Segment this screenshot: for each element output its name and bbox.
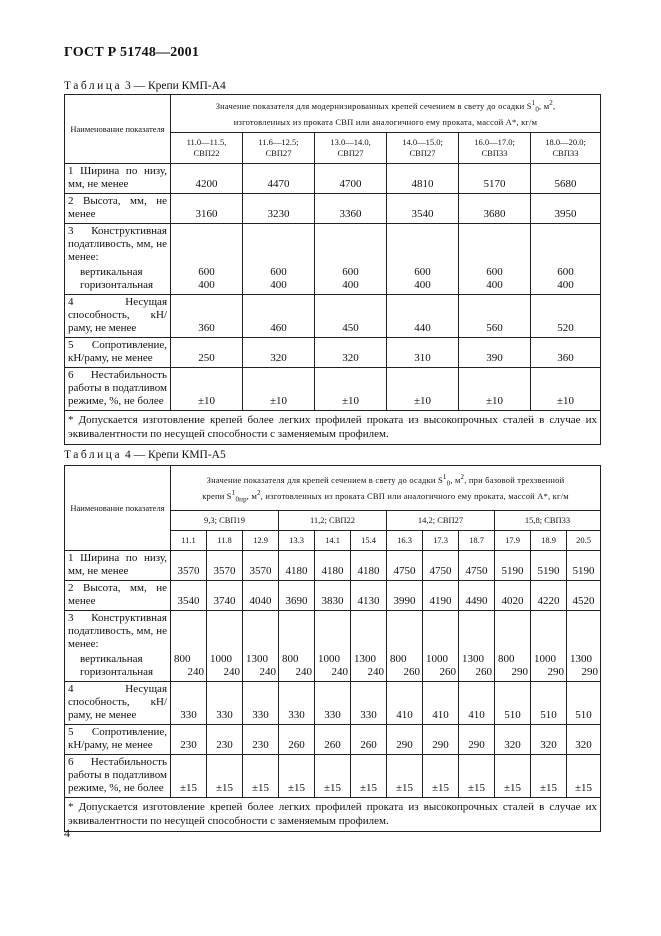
row-label: 6 Нестабильность работы в податливом режиме, %, не более: [65, 368, 171, 411]
cell: 360: [171, 295, 243, 338]
cell: 460: [243, 295, 315, 338]
table4-sub-header: 18.9: [531, 531, 567, 551]
table-row: [65, 611, 601, 682]
cell: 4220: [531, 581, 567, 611]
cell: ±10: [243, 368, 315, 411]
table-footnote-row: [65, 411, 601, 445]
table3-caption-title: 3 — Крепи КМП-А4: [124, 80, 226, 92]
cell: 3160: [171, 194, 243, 224]
row-label: 5 Сопротивление, кН/раму, не менее: [65, 725, 171, 755]
cell: 390: [459, 338, 531, 368]
table4-caption-title: 4 — Крепи КМП-А5: [124, 449, 226, 461]
cell: 330: [207, 682, 243, 725]
cell: 4180: [279, 551, 315, 581]
cell: 4200: [171, 164, 243, 194]
table4-caption-word: Таблица: [64, 449, 123, 461]
cell: 5190: [531, 551, 567, 581]
cell: 600 400: [243, 224, 315, 295]
row-label: 3 Конструктивная податливость, мм, не менее: вертикальная горизонтальная: [65, 611, 171, 682]
cell: 330: [171, 682, 207, 725]
table4-sub-header: 20.5: [567, 531, 601, 551]
cell: 560: [459, 295, 531, 338]
cell: ±10: [315, 368, 387, 411]
table3-value-header: Значение показателя для модернизированных крепей сечением в свету до осадки $S^1_0$, $м^2$, изготовленных из проката СВП или аналогичного ему проката, массой A*, кг/м: [171, 95, 601, 133]
table4-value-header: Значение показателя для крепей сечением в свету до осадки $S^1_0$, $м^2$, при базовой трехзвенной крепи $S^1_{0пр}$, $м^2$, изготовленных из проката СВП или аналогичного ему проката, массой A*, кг/м: [171, 466, 601, 511]
cell: 410: [387, 682, 423, 725]
cell: 3570: [243, 551, 279, 581]
row-label: 3 Конструктивная податливость, мм, не менее: вертикальная горизонтальная: [65, 224, 171, 295]
cell: 3570: [171, 551, 207, 581]
cell: 260: [315, 725, 351, 755]
table4-sub-header: 15.4: [351, 531, 387, 551]
cell: 1300 260: [459, 611, 495, 682]
cell: 360: [531, 338, 601, 368]
cell: 5190: [495, 551, 531, 581]
cell: 1300 290: [567, 611, 601, 682]
table3-col-header: 18.0—20.0; СВП33: [531, 133, 601, 164]
cell: 320: [495, 725, 531, 755]
row-label: 2 Высота, мм, не менее: [65, 194, 171, 224]
table-row: [65, 224, 601, 295]
table-row: [65, 368, 601, 411]
table-footnote-row: [65, 798, 601, 832]
cell: 1000 240: [315, 611, 351, 682]
table-row: [65, 755, 601, 798]
cell: 600 400: [387, 224, 459, 295]
table3-col-header: 11.6—12.5; СВП27: [243, 133, 315, 164]
cell: 3680: [459, 194, 531, 224]
cell: ±15: [423, 755, 459, 798]
cell: 800 240: [171, 611, 207, 682]
cell: 3740: [207, 581, 243, 611]
cell: 250: [171, 338, 243, 368]
row-label: 6 Нестабильность работы в податливом режиме, %, не более: [65, 755, 171, 798]
cell: 4470: [243, 164, 315, 194]
table4-sub-header: 16.3: [387, 531, 423, 551]
cell: 4750: [423, 551, 459, 581]
cell: ±10: [171, 368, 243, 411]
cell: 440: [387, 295, 459, 338]
cell: 4040: [243, 581, 279, 611]
page-number: 4: [64, 826, 70, 840]
table3-col-header: 14.0—15.0; СВП27: [387, 133, 459, 164]
cell: 230: [243, 725, 279, 755]
cell: 260: [279, 725, 315, 755]
cell: 290: [387, 725, 423, 755]
cell: 330: [279, 682, 315, 725]
cell: 290: [423, 725, 459, 755]
table-row: [65, 725, 601, 755]
table4-group-header: 15,8; СВП33: [495, 511, 601, 531]
cell: 4750: [459, 551, 495, 581]
cell: 320: [315, 338, 387, 368]
row-label: 5 Сопротивление, кН/раму, не менее: [65, 338, 171, 368]
cell: ±15: [495, 755, 531, 798]
table3-name-header: Наименование показателя: [65, 95, 171, 164]
table4-caption: [64, 449, 226, 461]
row-label: 1 Ширина по низу, мм, не менее: [65, 164, 171, 194]
cell: 1000 260: [423, 611, 459, 682]
table4-footnote: * Допускается изготовление крепей более легких профилей проката из высокопрочных сталей в случае их эквивалентности по несущей способности с заменяемым профилем.: [65, 798, 601, 832]
table3: [64, 94, 601, 445]
table4-sub-header: 13.3: [279, 531, 315, 551]
cell: 310: [387, 338, 459, 368]
cell: 330: [243, 682, 279, 725]
cell: 230: [207, 725, 243, 755]
cell: ±15: [387, 755, 423, 798]
table4-sub-header: 11.8: [207, 531, 243, 551]
cell: 4130: [351, 581, 387, 611]
cell: ±15: [531, 755, 567, 798]
cell: 510: [567, 682, 601, 725]
cell: 3230: [243, 194, 315, 224]
cell: ±15: [171, 755, 207, 798]
cell: 4520: [567, 581, 601, 611]
table4-sub-header: 17.3: [423, 531, 459, 551]
cell: 600 400: [315, 224, 387, 295]
cell: 320: [567, 725, 601, 755]
cell: 4810: [387, 164, 459, 194]
table4-sub-header: 18.7: [459, 531, 495, 551]
cell: 3830: [315, 581, 351, 611]
table4-sub-header: 14.1: [315, 531, 351, 551]
cell: 5170: [459, 164, 531, 194]
cell: 4700: [315, 164, 387, 194]
row-label: 4 Несущая способность, кН/раму, не менее: [65, 682, 171, 725]
cell: 5680: [531, 164, 601, 194]
table3-caption: [64, 80, 226, 92]
table4-sub-header: 17.9: [495, 531, 531, 551]
cell: 3990: [387, 581, 423, 611]
cell: 3540: [171, 581, 207, 611]
cell: ±15: [315, 755, 351, 798]
table4-sub-header: 11.1: [171, 531, 207, 551]
table3-col-header: 13.0—14.0, СВП27: [315, 133, 387, 164]
cell: 510: [495, 682, 531, 725]
cell: ±15: [459, 755, 495, 798]
cell: 4750: [387, 551, 423, 581]
table-row: [65, 551, 601, 581]
cell: 800 260: [387, 611, 423, 682]
cell: ±15: [207, 755, 243, 798]
row-label: 4 Несущая способность, кН/раму, не менее: [65, 295, 171, 338]
cell: 1300 240: [351, 611, 387, 682]
table3-footnote: * Допускается изготовление крепей более легких профилей проката из высокопрочных сталей в случае их эквивалентности по несущей способности с заменяемым профилем.: [65, 411, 601, 445]
cell: 600 400: [459, 224, 531, 295]
table-row: [65, 194, 601, 224]
cell: 290: [459, 725, 495, 755]
cell: ±10: [459, 368, 531, 411]
cell: 410: [423, 682, 459, 725]
table-row: [65, 338, 601, 368]
cell: 4490: [459, 581, 495, 611]
table-row: [65, 581, 601, 611]
table3-col-header: 11.0—11.5, СВП22: [171, 133, 243, 164]
table-row: [65, 295, 601, 338]
cell: 330: [315, 682, 351, 725]
cell: 4020: [495, 581, 531, 611]
row-label: 1 Ширина по низу, мм, не менее: [65, 551, 171, 581]
cell: 510: [531, 682, 567, 725]
cell: 3540: [387, 194, 459, 224]
cell: 450: [315, 295, 387, 338]
table-row: [65, 164, 601, 194]
cell: 520: [531, 295, 601, 338]
cell: 4180: [351, 551, 387, 581]
cell: 5190: [567, 551, 601, 581]
document-code: ГОСТ Р 51748—2001: [64, 45, 200, 60]
cell: 1300 240: [243, 611, 279, 682]
table3-caption-word: Таблица: [64, 80, 123, 92]
cell: 3360: [315, 194, 387, 224]
cell: ±15: [567, 755, 601, 798]
cell: ±15: [243, 755, 279, 798]
cell: 410: [459, 682, 495, 725]
row-label: 2 Высота, мм, не менее: [65, 581, 171, 611]
table3-col-header: 16.0—17.0; СВП33: [459, 133, 531, 164]
table4-group-header: 14,2; СВП27: [387, 511, 495, 531]
cell: ±15: [279, 755, 315, 798]
cell: 1000 240: [207, 611, 243, 682]
cell: 3570: [207, 551, 243, 581]
cell: 800 290: [495, 611, 531, 682]
cell: 600 400: [171, 224, 243, 295]
cell: 4190: [423, 581, 459, 611]
cell: 800 240: [279, 611, 315, 682]
cell: ±15: [351, 755, 387, 798]
cell: 1000 290: [531, 611, 567, 682]
cell: 320: [531, 725, 567, 755]
cell: 4180: [315, 551, 351, 581]
cell: ±10: [387, 368, 459, 411]
cell: 230: [171, 725, 207, 755]
table-row: [65, 682, 601, 725]
cell: 3690: [279, 581, 315, 611]
table4-name-header: Наименование показателя: [65, 466, 171, 551]
cell: ±10: [531, 368, 601, 411]
table4: [64, 465, 601, 832]
table4-group-header: 9,3; СВП19: [171, 511, 279, 531]
cell: 3950: [531, 194, 601, 224]
cell: 320: [243, 338, 315, 368]
cell: 330: [351, 682, 387, 725]
table4-sub-header: 12.9: [243, 531, 279, 551]
table4-group-header: 11,2; СВП22: [279, 511, 387, 531]
cell: 260: [351, 725, 387, 755]
cell: 600 400: [531, 224, 601, 295]
